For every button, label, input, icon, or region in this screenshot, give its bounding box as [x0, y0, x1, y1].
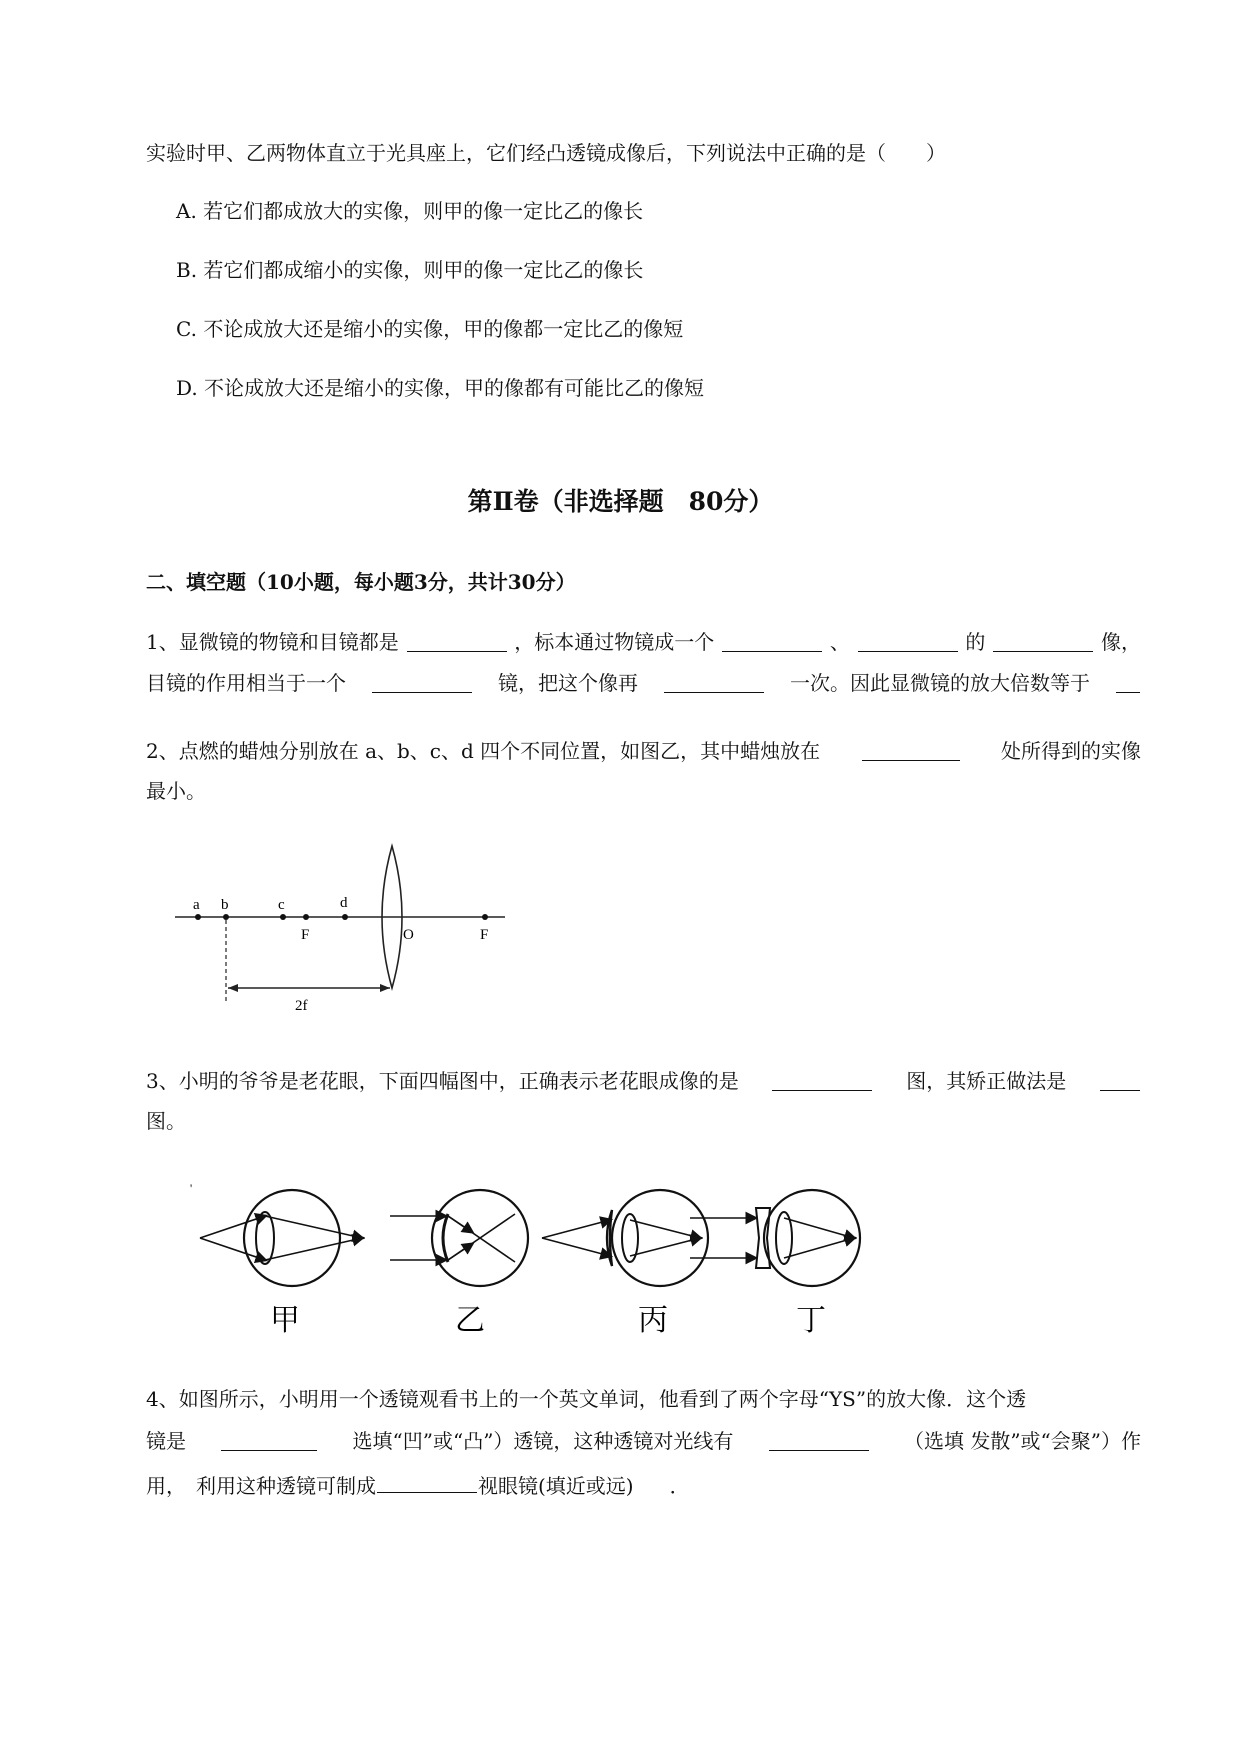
- answer-blank[interactable]: [993, 629, 1093, 652]
- point-f-left: [303, 914, 309, 920]
- q4-line-1: [146, 1386, 1141, 1412]
- q3-text: 图。: [146, 1109, 186, 1133]
- label-yi: 乙: [455, 1303, 485, 1338]
- option-text: 不论成放大还是缩小的实像，甲的像都有可能比乙的像短: [204, 376, 705, 400]
- q1-text: 目镜的作用相当于一个: [146, 671, 346, 695]
- answer-blank[interactable]: [769, 1428, 869, 1451]
- label-a: a: [193, 897, 200, 913]
- label-2f: 2f: [295, 998, 308, 1010]
- option-c[interactable]: [176, 316, 683, 342]
- q4-text: 4、如图所示，小明用一个透镜观看书上的一个英文单词，他看到了两个字母“YS”的放大像．这个透: [146, 1387, 1027, 1411]
- answer-blank[interactable]: [377, 1470, 477, 1493]
- label-jia: 甲: [270, 1303, 300, 1338]
- answer-blank[interactable]: [772, 1068, 872, 1091]
- q3-line-1: [146, 1068, 1141, 1094]
- label-d: d: [340, 895, 348, 911]
- answer-blank[interactable]: [858, 629, 958, 652]
- section-title: 第Ⅱ卷（非选择题 80分）: [467, 487, 774, 516]
- eye-diagrams: [190, 1180, 910, 1340]
- q3-text: 图，其矫正做法是: [906, 1069, 1067, 1093]
- q4-text: 选填“凹”或“凸”）透镜，这种透镜对光线有: [352, 1429, 734, 1453]
- q1-text: 、: [829, 630, 850, 654]
- label-f-left: F: [301, 927, 310, 943]
- question-stem: 实验时甲、乙两物体直立于光具座上，它们经凸透镜成像后，下列说法中正确的是（ ）: [146, 141, 946, 165]
- q4-line-3: [146, 1470, 690, 1499]
- q1-text: ，标本通过物镜成一个: [514, 630, 715, 654]
- eye-figure-jia: [200, 1190, 362, 1338]
- answer-blank[interactable]: [664, 670, 764, 693]
- point-b: [223, 914, 229, 920]
- q1-line-1: [146, 629, 1141, 655]
- arrow-left-icon: [228, 984, 238, 992]
- q1-text: 像，: [1100, 630, 1141, 654]
- q4-text: （选填 发散”或“会聚”）作: [903, 1429, 1141, 1453]
- eye-figure-yi: [390, 1190, 528, 1338]
- point-a: [195, 914, 201, 920]
- section-heading: 二、填空题（10小题，每小题3分，共计30分）: [146, 570, 576, 594]
- point-d: [342, 914, 348, 920]
- svg-text:': ': [190, 1181, 193, 1195]
- q1-text: 的: [965, 630, 986, 654]
- q1-text: 一次。因此显微镜的放大倍数等于: [790, 671, 1090, 695]
- q1-line-2: [146, 670, 1141, 696]
- q4-text: 用， 利用这种透镜可制成: [146, 1474, 376, 1498]
- label-bing: 丙: [638, 1303, 668, 1338]
- arrow-right-icon: [380, 984, 390, 992]
- option-letter: A.: [176, 199, 197, 223]
- option-a[interactable]: [176, 198, 643, 224]
- option-b[interactable]: [176, 257, 643, 283]
- option-text: 不论成放大还是缩小的实像，甲的像都一定比乙的像短: [203, 317, 684, 341]
- eye-figure-ding: [690, 1190, 860, 1338]
- label-o: O: [403, 927, 414, 943]
- label-f-right: F: [480, 927, 489, 943]
- q4-text: ．: [669, 1474, 690, 1498]
- option-d[interactable]: [176, 375, 704, 401]
- option-letter: B.: [176, 258, 198, 282]
- answer-blank[interactable]: [1100, 1068, 1140, 1091]
- q2-text: 最小。: [146, 779, 206, 803]
- label-b: b: [221, 897, 229, 913]
- q2-text: 2、点燃的蜡烛分别放在 a、b、c、d 四个不同位置，如图乙，其中蜡烛放在: [146, 739, 821, 763]
- label-c: c: [278, 897, 285, 913]
- q4-line-2: [146, 1428, 1141, 1454]
- q1-text: 1、显微镜的物镜和目镜都是: [146, 630, 399, 654]
- label-ding: 丁: [796, 1303, 826, 1338]
- eye-figure-bing: [542, 1190, 708, 1338]
- option-text: 若它们都成放大的实像，则甲的像一定比乙的像长: [203, 199, 644, 223]
- answer-blank[interactable]: [221, 1428, 317, 1451]
- answer-blank[interactable]: [862, 738, 960, 761]
- q4-text: 镜是: [146, 1429, 186, 1453]
- answer-blank[interactable]: [722, 629, 822, 652]
- answer-blank[interactable]: [372, 670, 472, 693]
- q4-text: 视眼镜(填近或远): [478, 1474, 634, 1498]
- q2-text: 处所得到的实像: [1000, 739, 1141, 763]
- q2-line-1: [146, 738, 1141, 764]
- q3-text: 3、小明的爷爷是老花眼，下面四幅图中，正确表示老花眼成像的是: [146, 1069, 739, 1093]
- option-text: 若它们都成缩小的实像，则甲的像一定比乙的像长: [203, 258, 644, 282]
- point-f-right: [482, 914, 488, 920]
- convex-lens-diagram: [160, 840, 510, 1010]
- point-c: [280, 914, 286, 920]
- option-letter: D.: [176, 376, 198, 400]
- option-letter: C.: [176, 317, 197, 341]
- answer-blank[interactable]: [407, 629, 507, 652]
- q1-text: 镜，把这个像再: [498, 671, 638, 695]
- answer-blank[interactable]: [1116, 670, 1140, 693]
